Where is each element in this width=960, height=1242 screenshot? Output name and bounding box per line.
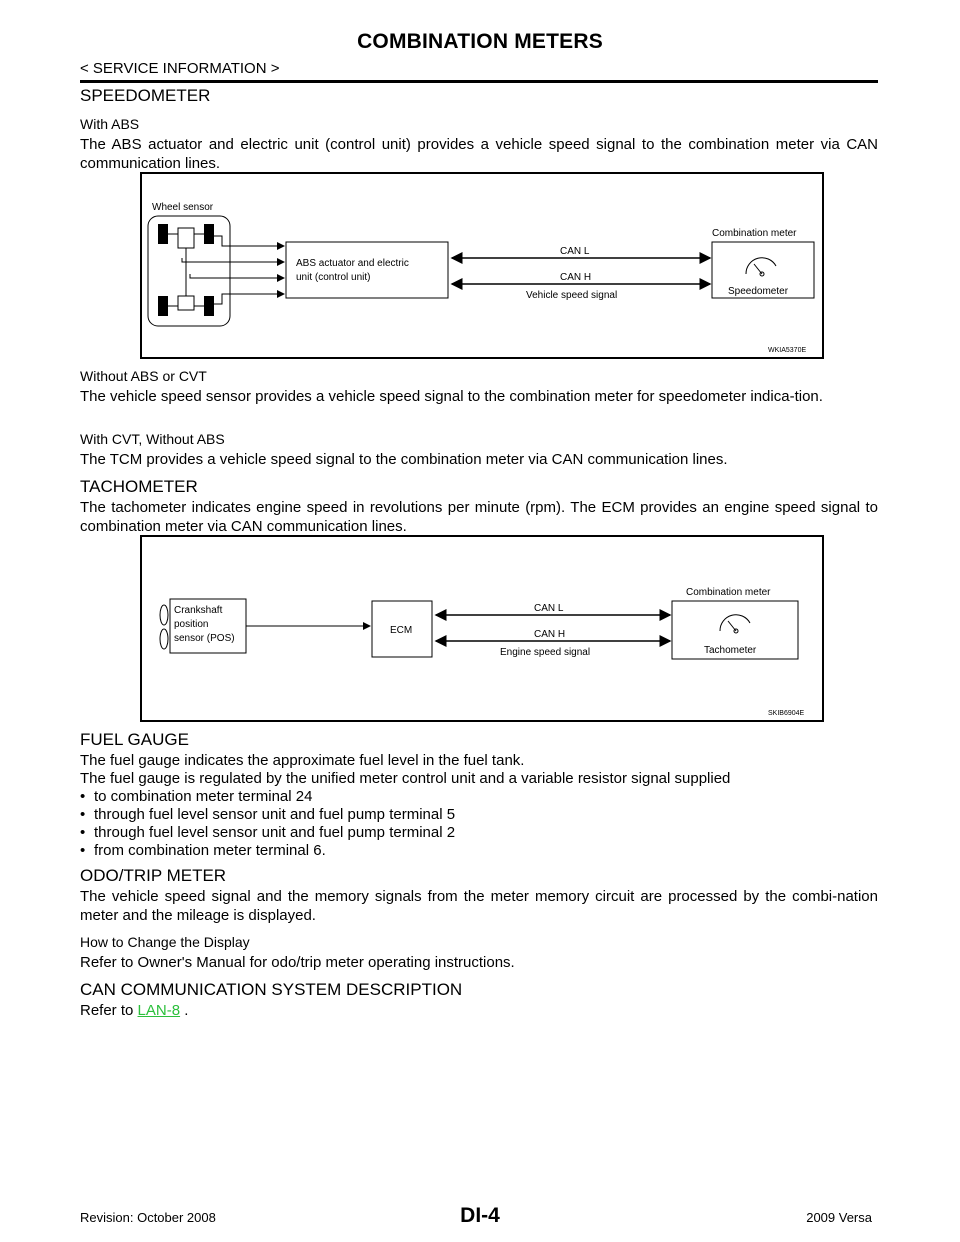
- tachometer-diagram-svg: [142, 537, 822, 720]
- without-abs-text: The vehicle speed sensor provides a vehicle speed signal to the combination meter for speedometer indica-tion.: [80, 388, 823, 405]
- speedometer-gauge-icon: [746, 258, 776, 276]
- vehicle-speed-signal-label: Vehicle speed signal: [526, 290, 618, 301]
- wheel-sensor-wires: [182, 236, 284, 304]
- without-abs-label: Without ABS or CVT: [80, 368, 207, 384]
- with-abs-text: The ABS actuator and electric unit (control unit) provides a vehicle speed signal to the combination meter via CAN communication lines.: [80, 136, 878, 172]
- header-rule: [80, 80, 878, 83]
- speedometer-heading: SPEEDOMETER: [80, 86, 211, 105]
- footer-model: 2009 Versa: [806, 1210, 872, 1225]
- sensor-label-2: position: [174, 619, 209, 630]
- footer-revision: Revision: October 2008: [80, 1210, 216, 1225]
- page-title: COMBINATION METERS: [357, 30, 603, 53]
- figure1-id: WKIA5370E: [768, 347, 807, 354]
- odo-sub-label: How to Change the Display: [80, 934, 250, 950]
- speedometer-diagram: [140, 172, 824, 359]
- abs-unit-box: [286, 242, 448, 298]
- tachometer-text: The tachometer indicates engine speed in revolutions per minute (rpm). The ECM provides an engine speed signal to combination meter via CAN communication lines.: [80, 499, 878, 535]
- tachometer-gauge-icon: [720, 615, 750, 633]
- wheel-sensor-icon: [148, 216, 230, 326]
- combination-meter-label: Combination meter: [712, 228, 797, 239]
- engine-speed-signal-label: Engine speed signal: [500, 647, 591, 658]
- with-cvt-label: With CVT, Without ABS: [80, 431, 225, 447]
- ecm-label: ECM: [390, 625, 413, 636]
- crankshaft-sensor-icon: [160, 605, 168, 649]
- section-tag: < SERVICE INFORMATION >: [80, 60, 280, 77]
- tachometer-diagram: [140, 535, 824, 722]
- abs-unit-label-2: unit (control unit): [296, 272, 371, 283]
- combination-meter-label-2: Combination meter: [686, 587, 771, 598]
- fuel-bullet: • through fuel level sensor unit and fuel pump terminal 2: [80, 824, 456, 841]
- odo-text: The vehicle speed signal and the memory signals from the meter memory circuit are processed by the combi-nation meter and the mileage is displayed.: [80, 888, 878, 924]
- fuel-bullet: • through fuel level sensor unit and fuel pump terminal 5: [80, 806, 456, 823]
- speedometer-diagram-svg: [142, 174, 822, 357]
- footer-page-number: DI-4: [460, 1204, 500, 1227]
- can-heading: CAN COMMUNICATION SYSTEM DESCRIPTION: [80, 980, 463, 999]
- abs-unit-label-1: ABS actuator and electric: [296, 258, 409, 269]
- fuel-gauge-heading: FUEL GAUGE: [80, 730, 189, 749]
- tachometer-label: Tachometer: [704, 645, 757, 656]
- wheel-sensor-label: Wheel sensor: [152, 202, 214, 213]
- fuel-gauge-text-1: The fuel gauge indicates the approximate fuel level in the fuel tank.: [80, 752, 525, 769]
- can-l-label-2: CAN L: [534, 603, 564, 614]
- fuel-gauge-text-2: The fuel gauge is regulated by the unified meter control unit and a variable resistor signal supplied: [80, 770, 731, 787]
- sensor-label-3: sensor (POS): [174, 633, 235, 644]
- sensor-label-1: Crankshaft: [174, 605, 223, 616]
- odo-heading: ODO/TRIP METER: [80, 866, 227, 885]
- speedometer-label: Speedometer: [728, 286, 789, 297]
- can-text: Refer to LAN-8 .: [80, 1002, 189, 1019]
- can-l-label: CAN L: [560, 246, 590, 257]
- can-h-label: CAN H: [560, 272, 592, 283]
- fuel-bullet: • from combination meter terminal 6.: [80, 842, 326, 859]
- figure2-id: SKIB6904E: [768, 710, 805, 717]
- can-h-label-2: CAN H: [534, 629, 566, 640]
- with-abs-label: With ABS: [80, 116, 140, 132]
- lan-8-link[interactable]: LAN-8: [137, 1002, 181, 1019]
- tachometer-heading: TACHOMETER: [80, 477, 198, 496]
- with-cvt-text: The TCM provides a vehicle speed signal to the combination meter via CAN communication lines.: [80, 451, 728, 468]
- fuel-bullet: • to combination meter terminal 24: [80, 788, 313, 805]
- odo-sub-text: Refer to Owner's Manual for odo/trip meter operating instructions.: [80, 954, 515, 971]
